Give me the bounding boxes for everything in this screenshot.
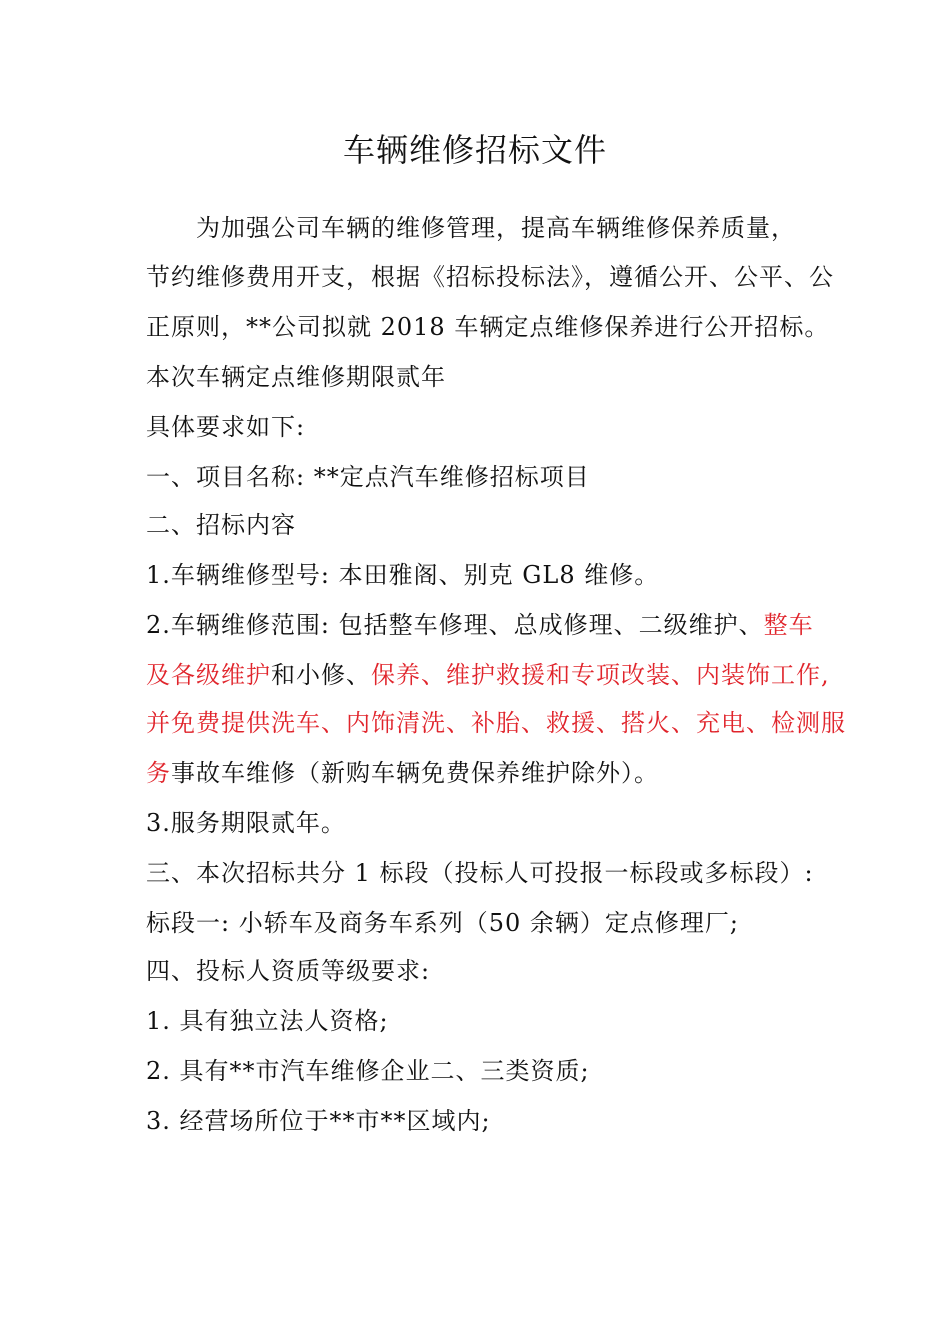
document-line — [146, 898, 739, 948]
document-line — [146, 946, 430, 996]
document-line — [146, 500, 296, 550]
highlighted-text: 务 — [146, 759, 171, 787]
document-line — [146, 203, 796, 253]
document-line — [146, 698, 846, 748]
document-line — [146, 352, 446, 402]
document-line — [146, 452, 590, 502]
highlighted-text: 并免费提供洗车、内饰清洗、补胎、救援、搭火、充电、检测服 — [146, 709, 846, 737]
line-text: 四、投标人资质等级要求: — [146, 957, 431, 985]
document-line — [146, 996, 389, 1046]
line-text: 本次车辆定点维修期限贰年 — [146, 363, 446, 391]
line-text: 2. 具有**市汽车维修企业二、三类资质; — [146, 1057, 590, 1085]
line-text: 一、项目名称: **定点汽车维修招标项目 — [146, 463, 590, 491]
line-text: 3. 经营场所位于**市**区域内; — [146, 1107, 491, 1135]
document-line — [146, 848, 814, 898]
document-line — [146, 302, 829, 352]
document-line — [146, 252, 834, 302]
document-title: 车辆维修招标文件 — [342, 131, 607, 169]
line-text: 正原则，**公司拟就 2018 车辆定点维修保养进行公开招标。 — [146, 313, 830, 341]
line-text: 事故车维修（新购车辆免费保养维护除外）。 — [171, 759, 659, 787]
line-text: 2.车辆维修范围: 包括整车修理、总成修理、二级维护、 — [146, 611, 764, 639]
highlighted-text: 及各级维护 — [146, 661, 271, 689]
document-line — [146, 1096, 491, 1146]
document-line — [146, 798, 346, 848]
line-text: 3.服务期限贰年。 — [146, 809, 346, 837]
document-line — [146, 650, 830, 700]
line-text: 和小修、 — [271, 661, 371, 689]
document-line — [146, 600, 814, 650]
line-text: 二、招标内容 — [146, 511, 296, 539]
line-text: 标段一: 小轿车及商务车系列（50 余辆）定点修理厂; — [146, 909, 739, 937]
document-line — [146, 1046, 590, 1096]
document-line — [146, 550, 659, 600]
line-text: 1.车辆维修型号: 本田雅阁、别克 GL8 维修。 — [146, 561, 660, 589]
highlighted-text: 保养、维护救援和专项改装、内装饰工作, — [371, 661, 830, 689]
document-line — [146, 748, 659, 798]
line-text: 为加强公司车辆的维修管理，提高车辆维修保养质量， — [146, 214, 796, 242]
line-text: 三、本次招标共分 1 标段（投标人可投报一标段或多标段）: — [146, 859, 814, 887]
line-text: 具体要求如下: — [146, 413, 306, 441]
line-text: 节约维修费用开支，根据《招标投标法》，遵循公开、公平、公 — [146, 263, 834, 291]
highlighted-text: 整车 — [763, 611, 814, 639]
document-line — [146, 402, 305, 452]
line-text: 1. 具有独立法人资格; — [146, 1007, 389, 1035]
